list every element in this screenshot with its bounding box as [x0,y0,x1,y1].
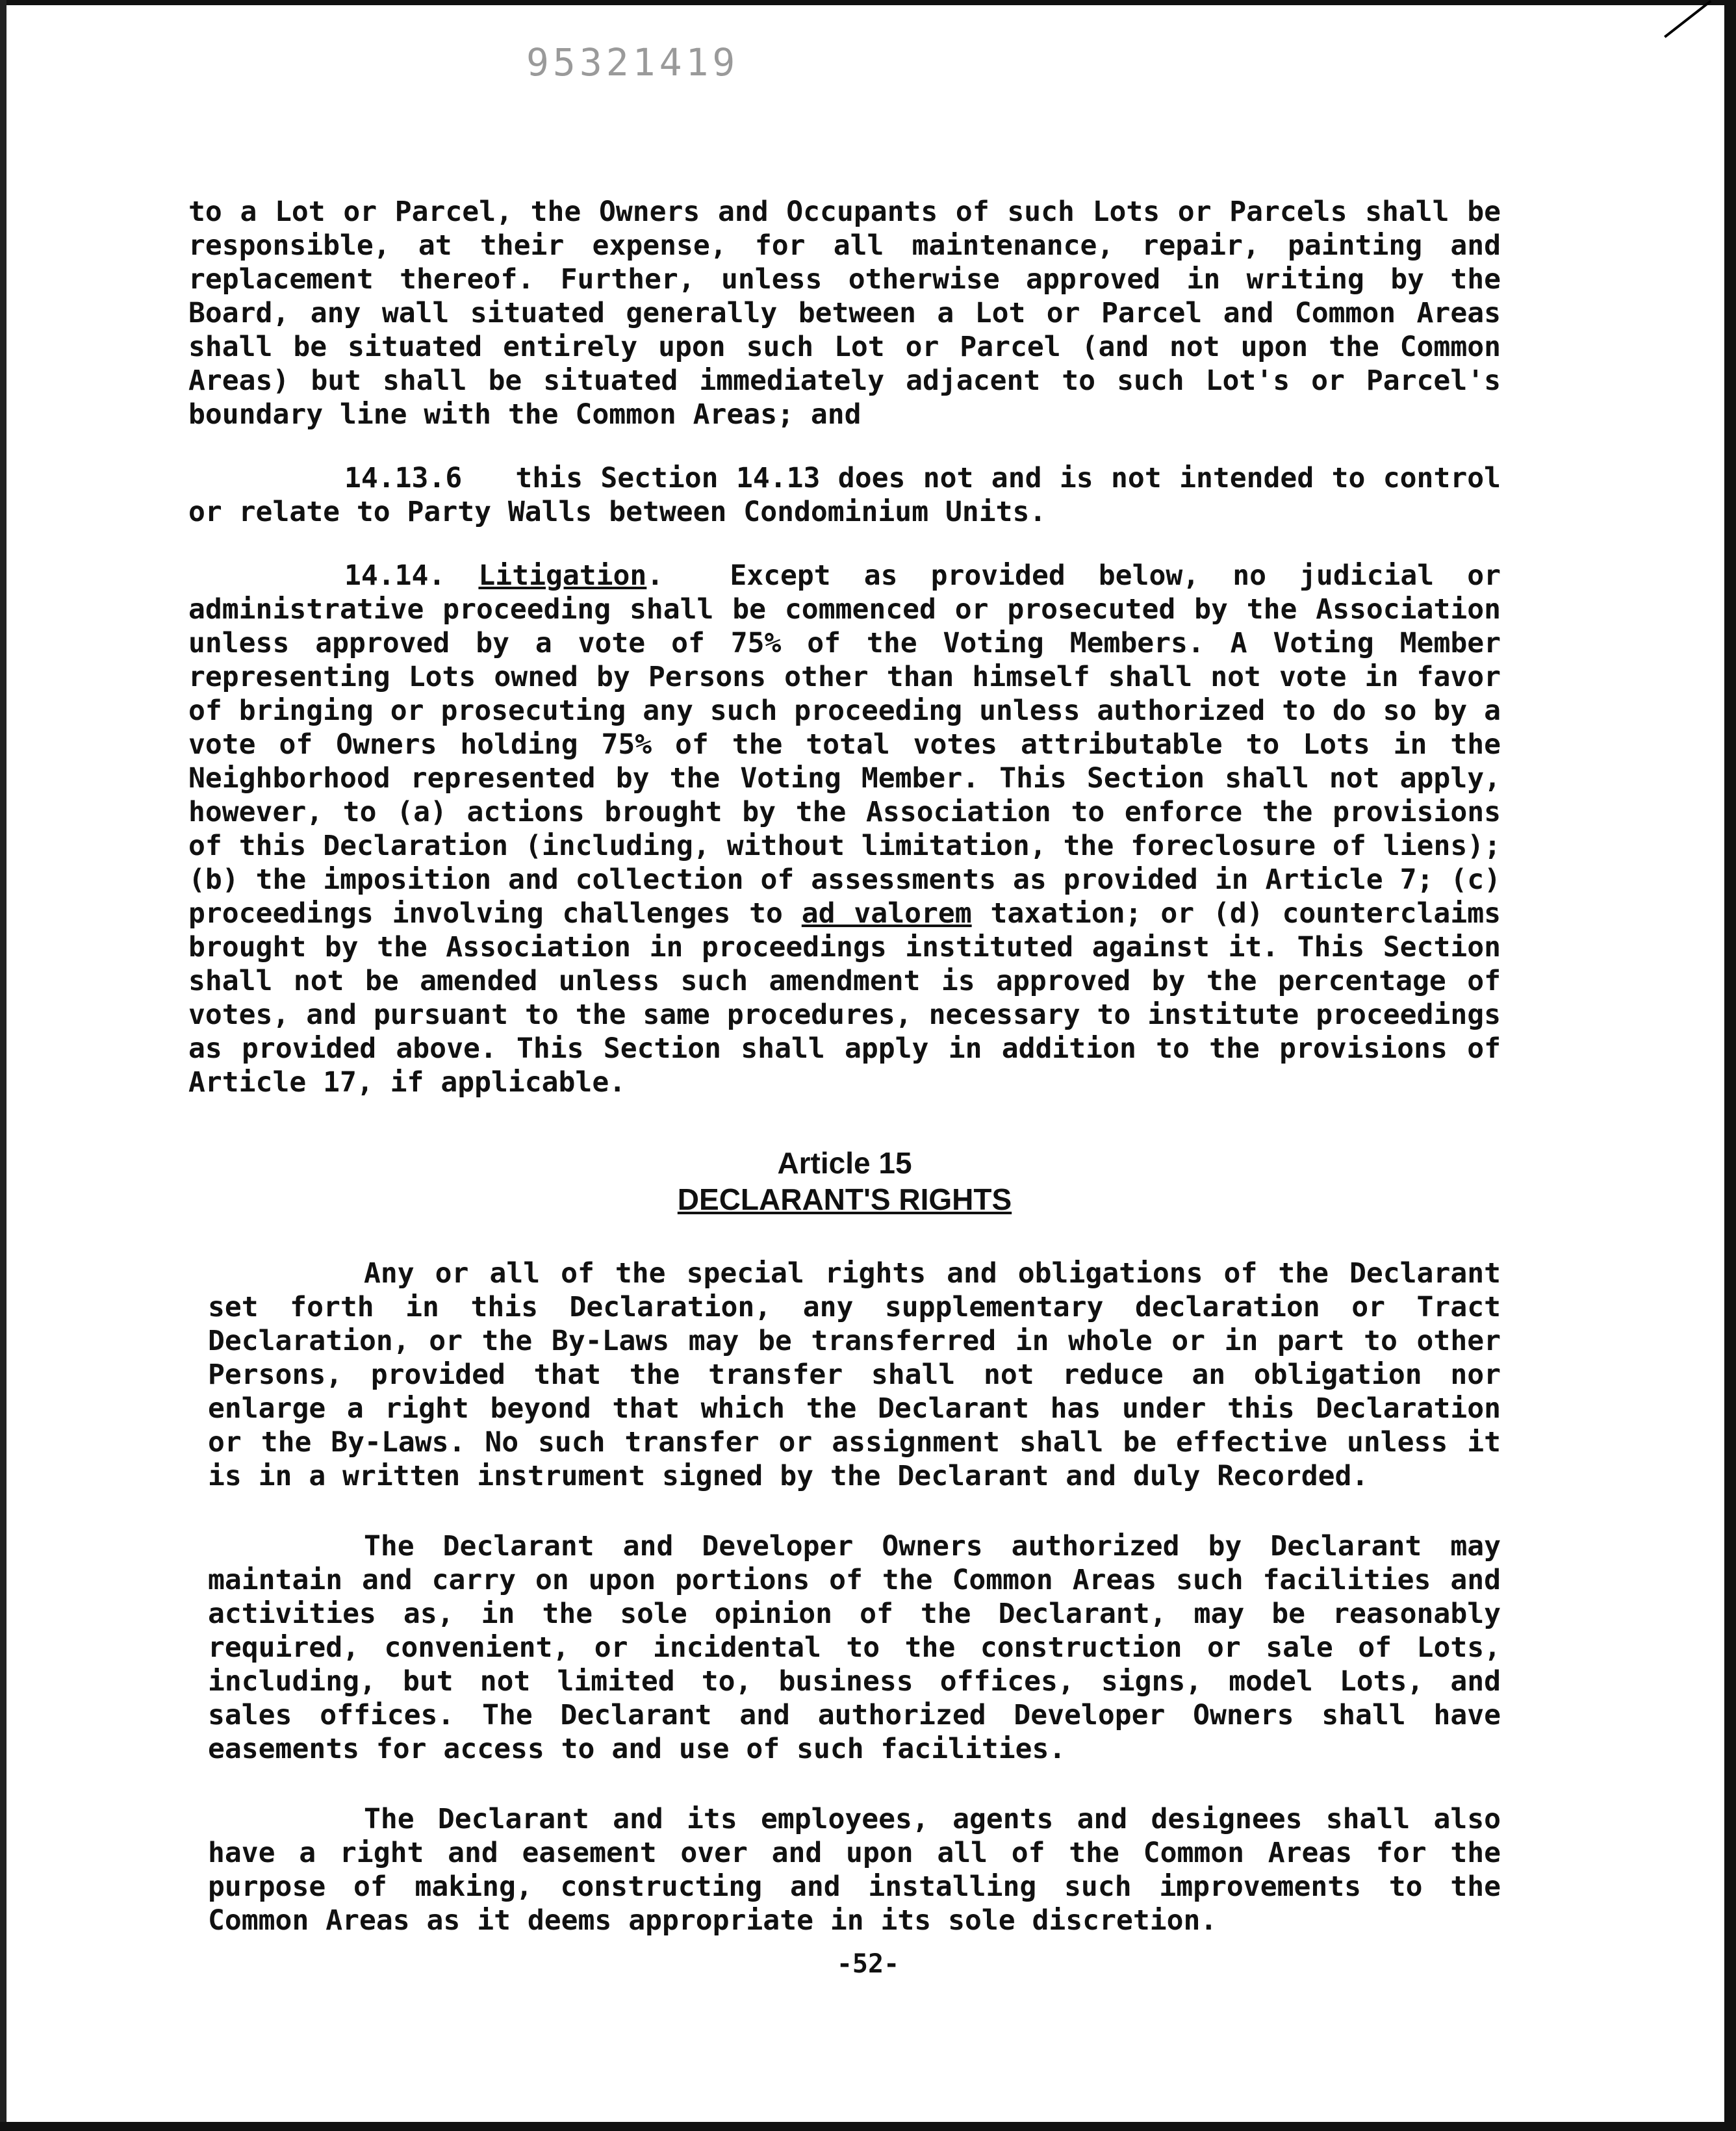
italic-term: ad valorem [801,897,972,930]
scan-border-top [0,0,1736,5]
article-subtitle: DECLARANT'S RIGHTS [677,1182,1012,1216]
scan-corner-mark [1664,0,1711,38]
article-paragraph-3: The Declarant and its employees, agents and designees shall also have a right and easement over and upon all of the Common Areas for the purpose of making, constructing and installing such improvements to the Common Areas as it deems appropriate in its sole discretion. [208,1803,1501,1937]
document-page [188,195,1501,1974]
scan-border-bottom [0,2122,1736,2131]
article-heading [188,1145,1501,1218]
section-14-14: 14.14. Litigation. Except as provided below, no judicial or administrative proceeding shall be commenced or prosecuted by the Association unless approved by a vote of 75% of the Voting Members. A Voting Member representing Lots owned by Persons other than himself shall not vote in favor of bringing or prosecuting any such proceeding unless authorized to do so by a vote of Owners holding 75% of the total votes attributable to Lots in the Neighborhood represented by the Voting Member. This Section shall not apply, however, to (a) actions brought by the Association to enforce the provisions of this Declaration (including, without limitation, the foreclosure of liens); (b) the imposition and collection of assessments as provided in Article 7; (c) proceedings involving challenges to ad valorem taxation; or (d) counterclaims brought by the Association in proceedings instituted against it. This Section shall not be amended unless such amendment is approved by the percentage of votes, and pursuant to the same procedures, necessary to institute proceedings as provided above. This Section shall apply in addition to the provisions of Article 17, if applicable. [188,559,1501,1099]
section-14-13-6 [188,461,1501,529]
section-text-before: Except as provided below, no judicial or administrative proceeding shall be commenced or prosecuted by the Association unless approved by a vote of 75% of the Voting Members. A Voting Member representing Lots owned by Persons other than himself shall not vote in favor of bringing or prosecuting any such proceeding unless authorized to do so by a vote of Owners holding 75% of the total votes attributable to Lots in the Neighborhood represented by the Voting Member. This Section shall not apply, however, to (a) actions brought by the Association to enforce the provisions of this Declaration (including, without limitation, the foreclosure of liens); (b) the imposition and collection of assessments as provided in Article 7; (c) proceedings involving challenges to [188,559,1501,930]
scan-border-left [0,0,6,2131]
section-number: 14.13.6 [344,462,463,494]
continuation-paragraph: to a Lot or Parcel, the Owners and Occupants of such Lots or Parcels shall be responsible, at their expense, for all maintenance, repair, painting and replacement thereof. Further, unless otherwise approved in writing by the Board, any wall situated generally between a Lot or Parcel and Common Areas shall be situated entirely upon such Lot or Parcel (and not upon the Common Areas) but shall be situated immediately adjacent to such Lot's or Parcel's boundary line with the Common Areas; and [188,196,1501,431]
section-text-after: taxation; or (d) counterclaims brought by the Association in proceedings instituted against it. This Section shall not be amended unless such amendment is approved by the percentage of votes, and pursuant to the same procedures, necessary to institute proceedings as provided above. This Section shall apply in addition to the provisions of Article 17, if applicable. [188,897,1501,1099]
document-id-stamp: 95321419 [526,40,739,84]
section-heading: Litigation [478,559,647,592]
article-paragraph-1: Any or all of the special rights and obligations of the Declarant set forth in this Declaration, any supplementary declaration or Tract Declaration, or the By-Laws may be transferred in whole or in part to other Persons, provided that the transfer shall not reduce an obligation nor enlarge a right beyond that which the Declarant has under this Declaration or the By-Laws. No such transfer or assignment shall be effective unless it is in a written instrument signed by the Declarant and duly Recorded. [208,1257,1501,1492]
article-title: Article 15 [777,1146,912,1180]
section-text: this Section 14.13 does not and is not intended to control or relate to Party Walls between Condominium Units. [188,462,1501,528]
section-number: 14.14. [344,559,446,592]
scan-border-right [1724,0,1736,2131]
article-paragraph-2: The Declarant and Developer Owners authorized by Declarant may maintain and carry on upon portions of the Common Areas such facilities and activities as, in the sole opinion of the Declarant, may be reasonably required, convenient, or incidental to the construction or sale of Lots, including, but not limited to, business offices, signs, model Lots, and sales offices. The Declarant and authorized Developer Owners shall have easements for access to and use of such facilities. [208,1530,1501,1765]
page-number: -52- [836,1949,900,1979]
